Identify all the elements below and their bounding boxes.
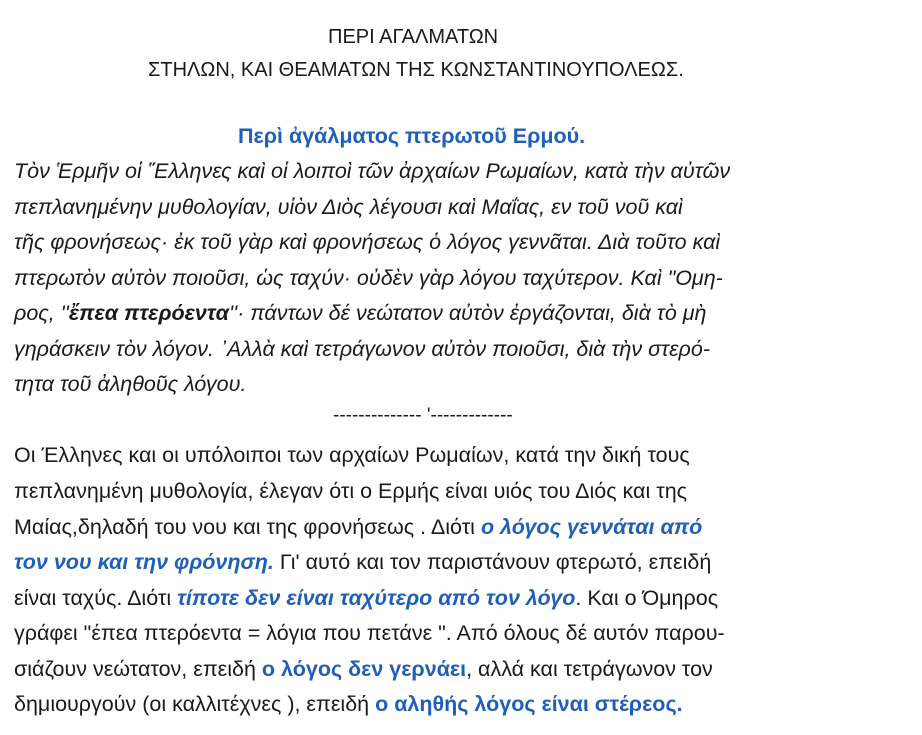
highlight-logos-born: ο λόγος γεννάται από — [480, 515, 703, 539]
modern-line-3 — [14, 512, 702, 542]
section-divider: -------------- '------------- — [333, 405, 513, 426]
highlight-logos-ageless: ο λόγος δεν γερνάει — [261, 657, 467, 681]
ancient-line-5-end: ''· πάντων δέ νεώτατον αὐτὸν ἐργάζονται, διὰ τὸ μὴ — [228, 301, 707, 325]
modern-line-5-start: είναι ταχύς. Διότι — [14, 586, 178, 610]
title-line-1: ΠΕΡΙ ΑΓΑΛΜΑΤΩΝ — [328, 26, 499, 48]
modern-line-4-end: Γι' αυτό και τον παριστάνουν φτερωτό, επειδή — [273, 550, 712, 574]
modern-line-8-start: δημιουργούν (οι καλλιτέχνες ), επειδή — [14, 692, 376, 716]
epea-pteroenta-phrase: ἔπεα πτερόεντα — [68, 301, 229, 325]
ancient-line-6: γηράσκειν τὸν λόγον. ᾽Αλλὰ καὶ τετράγωνον αὐτὸν ποιοῦσι, διὰ τὴν στερό- — [14, 337, 710, 361]
highlight-nous-phronesis: τον νου και την φρόνηση. — [14, 550, 274, 574]
modern-line-5-end: . Και ο Όμηρος — [575, 586, 719, 610]
ancient-line-2: πεπλανημένην μυθολογίαν, υἱὸν Διὸς λέγουσι καὶ Μαΐας, εν τοῦ νοῦ καὶ — [14, 195, 683, 219]
modern-line-5 — [14, 583, 718, 613]
modern-line-7 — [14, 654, 713, 684]
highlight-true-logos-solid: ο αληθής λόγος είναι στέρεος. — [375, 692, 683, 716]
highlight-nothing-faster: τίποτε δεν είναι ταχύτερο από τον λόγο — [177, 586, 576, 610]
modern-line-3-start: Μαίας,δηλαδή του νου και της φρονήσεως . Διότι — [14, 515, 481, 539]
ancient-line-1: Τὸν Ἑρμῆν οἱ Ἕλληνες καὶ οἱ λοιποὶ τῶν ἀρχαίων Ρωμαίων, κατὰ τὴν αὐτῶν — [14, 159, 731, 183]
modern-line-2: πεπλανημένη μυθολογία, έλεγαν ότι ο Ερμής είναι υιός του Διός και της — [14, 479, 688, 503]
ancient-line-4: πτερωτὸν αὐτὸν ποιοῦσι, ὡς ταχύν· οὐδὲν γὰρ λόγου ταχύτερον. Καὶ "Ομη- — [14, 266, 723, 290]
modern-line-7-start: σιάζουν νεώτατον, επειδή — [14, 657, 262, 681]
modern-line-8 — [14, 689, 683, 719]
section-heading: Περὶ ἀγάλματος πτερωτοῦ Ερμού. — [238, 124, 586, 148]
ancient-line-3: τῆς φρονήσεως· ἐκ τοῦ γὰρ καὶ φρονήσεως ὁ λόγος γεννᾶται. Διὰ τοῦτο καὶ — [14, 230, 721, 254]
ancient-line-5-start: ρος, '' — [14, 301, 69, 325]
modern-line-6: γράφει "έπεα πτερόεντα = λόγια που πετάνε ". Από όλους δέ αυτόν παρου- — [14, 621, 725, 645]
modern-line-1: Οι Έλληνες και οι υπόλοιποι των αρχαίων Ρωμαίων, κατά την δική τους — [14, 443, 690, 467]
modern-line-4 — [14, 547, 711, 577]
ancient-line-7: τητα τοῦ ἀληθοῦς λόγου. — [14, 372, 247, 396]
ancient-line-5 — [14, 298, 707, 328]
title-line-2: ΣΤΗΛΩΝ, ΚΑΙ ΘΕΑΜΑΤΩΝ ΤΗΣ ΚΩΝΣΤΑΝΤΙΝΟΥΠΟΛΕΩΣ. — [148, 59, 684, 81]
modern-line-7-end: , αλλά και τετράγωνον τον — [466, 657, 713, 681]
